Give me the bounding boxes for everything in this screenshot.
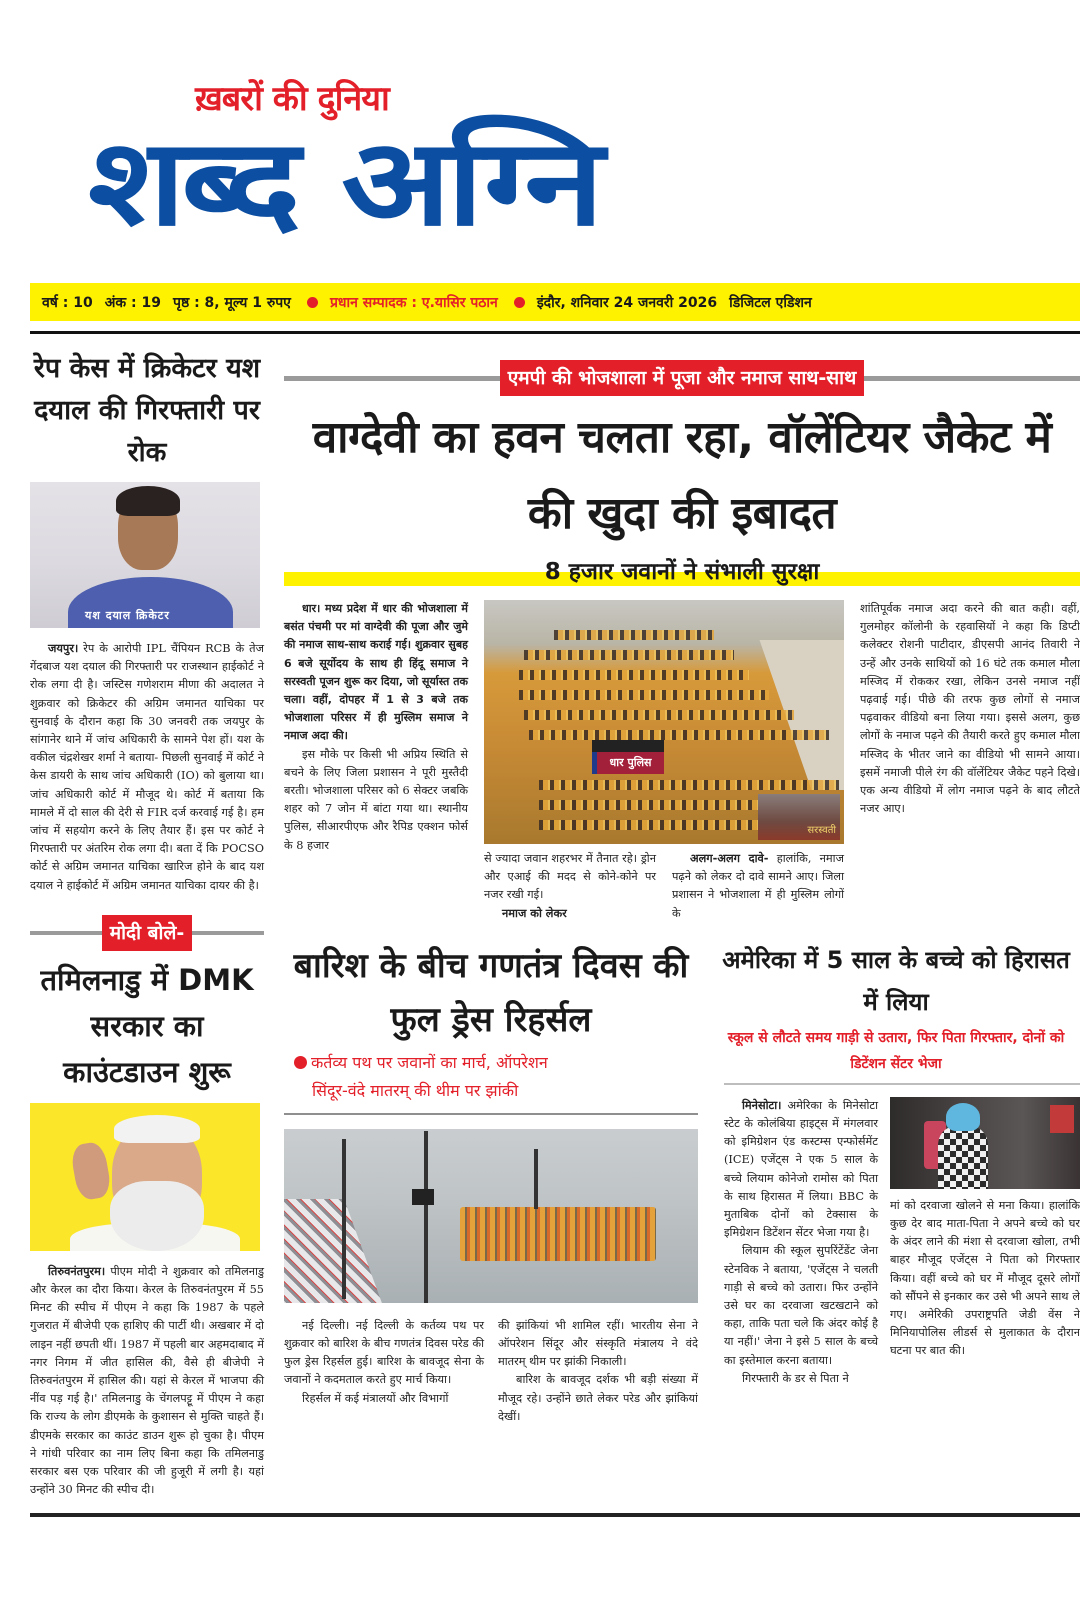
photo-caption: यश दयाल क्रिकेटर	[85, 609, 170, 622]
newspaper-title: शब्द अग्नि	[88, 114, 600, 253]
cricketer-photo	[30, 482, 260, 628]
dateline: मिनेसोटा।	[742, 1098, 782, 1112]
lead-story-body	[284, 600, 1080, 923]
story-subheadline-us: स्कूल से लौटते समय गाड़ी से उतारा, फिर पिता गिरफ्तार, दोनों को डिटेंशन सेंटर भेजा	[727, 1029, 1065, 1072]
place-date: इंदौर, शनिवार 24 जनवरी 2026	[536, 294, 718, 311]
story-body-cricketer: जयपुर। रेप के आरोपी IPL चैंपियन RCB के तेज गेंदबाज यश दयाल की गिरफ्तारी पर राजस्थान हाईकोर्ट ने रोक लगा दी है। जस्टिस गणेशराम मीणा की अदालत ने शुक्रवार को क्रिकेटर की अग्रिम जमानत याचिका पर सुनवाई के दौरान कहा कि 30 जनवरी तक जयपुर के सांगानेर थाने में जांच अधिकारी के सामने पेश हों। यश के वकील चंद्रशेखर शर्मा ने बताया- पिछली सुनवाई में कोर्ट ने केस डायरी के साथ जांच अधिकारी (IO) को बुलाया था। जांच अधिकारी कोर्ट में मौजूद थे। कोर्ट में बताया कि मामले में दो साल की देरी से FIR दर्ज करवाई गई है। हम जांच में सहयोग करने के लिए तैयार हैं। इस पर कोर्ट ने गिरफ्तारी पर अंतरिम रोक लगा दी। बता दें कि POCSO कोर्ट से अग्रिम जमानत याचिका खारिज होने के बाद यश दयाल ने हाईकोर्ट में अग्रिम जमानत याचिका दायर की है।	[30, 642, 264, 892]
section-rule	[724, 1083, 1080, 1085]
chief-editor: प्रधान सम्पादक : ए.यासिर पठान	[329, 294, 498, 311]
lead-para-2: इस मौके पर किसी भी अप्रिय स्थिति से बचने के लिए जिला प्रशासन ने पूरी मुस्तैदी बरती। भोजशाला परिसर को 6 सेक्टर जबकि शहर को 7 जोन में बांटा गया था। स्थानीय पुलिस, सीआरपीएफ और रैपिड एक्शन फोर्स के 8 हजार	[284, 747, 468, 852]
parade-photo	[284, 1129, 698, 1303]
bullet-icon	[307, 297, 318, 308]
us-story	[712, 939, 1080, 1426]
story-headline-modi: तमिलनाडु में DMK सरकार का काउंटडाउन शुरू	[40, 962, 254, 1089]
lead-subheadline: 8 हजार जवानों ने संभाली सुरक्षा	[544, 559, 820, 585]
us-story-body-col-2: मां को दरवाजा खोलने से मना किया। हालांकि कुछ देर बाद माता-पिता ने अपने बच्चे को घर के अंदर लाने की मंशा से दरवाजा खोला, तभी बाहर मौजूद एजेंट्स ने पिता को गिरफ्तार किया। वहीं बच्चे को घर में मौजूद दूसरे लोगों को सौंपने से इनकार कर उसे भी अपने साथ ले गए। अमेरिकी उपराष्ट्रपति जेडी वेंस ने मिनियापोलिस लीडर्स से मुलाकात के दौरान घटना पर बात की।	[890, 1198, 1080, 1358]
lead-intro: धार। मध्य प्रदेश में धार की भोजशाला में बसंत पंचमी पर मां वाग्देवी की पूजा और जुमे की नमाज साथ-साथ कराई गई। शुक्रवार सुबह 6 बजे सूर्योदय के साथ ही हिंदू समाज ने सरस्वती पूजन शुरू कर दिया, जो सूर्यास्त तक चला। वहीं, दोपहर में 1 से 3 बजे तक भोजशाला परिसर में ही मुस्लिम समाज ने नमाज अदा की।	[284, 602, 468, 743]
dateline: तिरुवनंतपुरम।	[48, 1264, 106, 1278]
section-subhead: नमाज को लेकर	[502, 906, 567, 920]
story-subheadline-rehearsal: कर्तव्य पथ पर जवानों का मार्च, ऑपरेशन सिंदूर-वंदे मातरम् की थीम पर झांकी	[284, 1049, 698, 1105]
lead-kicker-wrap	[284, 358, 1080, 398]
lead-under-photo	[484, 850, 844, 923]
section-subhead: अलग-अलग दावे-	[690, 852, 769, 865]
lead-story-column-2: से ज्यादा जवान शहरभर में तैनात रहे। ड्रोन और एआई की मदद से कोने-कोने पर नजर रखी गई। नमाज को लेकर	[484, 850, 656, 923]
lead-headline: वाग्देवी का हवन चलता रहा, वॉलेंटियर जैकेट में की खुदा की इबादत	[312, 412, 1052, 539]
us-story-body	[712, 1097, 1080, 1388]
child-photo	[890, 1097, 1080, 1189]
story-headline-cricketer: रेप केस में क्रिकेटर यश दयाल की गिरफ्तारी पर रोक	[33, 353, 261, 468]
rehearsal-story	[284, 939, 698, 1426]
lead-story-column-3: अलग-अलग दावे- हालांकि, नमाज पढ़ने को लेकर दो दावे सामने आए। जिला प्रशासन ने भोजशाला में ही मुस्लिम लोगों के	[672, 852, 844, 920]
section-rule	[284, 1113, 698, 1115]
issue-number: अंक : 19	[104, 294, 161, 311]
lower-stories	[284, 939, 1080, 1426]
story-headline-rehearsal: बारिश के बीच गणतंत्र दिवस की फुल ड्रेस रिहर्सल	[293, 945, 689, 1040]
issue-info-bar	[30, 283, 1080, 321]
masthead	[0, 0, 1080, 283]
modi-photo	[30, 1103, 260, 1251]
issue-year: वर्ष : 10	[42, 294, 93, 311]
dateline: जयपुर।	[48, 642, 79, 655]
lead-story-column-4: शांतिपूर्वक नमाज अदा करने की बात कही। वहीं, गुलमोहर कॉलोनी के रहवासियों ने कहा कि डिप्टी कलेक्टर रोशनी पाटीदार, डीएसपी आनंद तिवारी ने उन्हें और उनके साथियों को 16 घंटे तक कमाल मौला मस्जिद में रोककर रखा, लेकिन उनसे नमाज नहीं पढ़वाई गई। पीछे की तरफ कुछ लोगों से नमाज पढ़वाकर वीडियो बना लिया गया। इससे अलग, कुछ लोगों के नमाज पढ़ने की तैयारी करते हुए कमाल मौला मस्जिद के भीतर जाने का वीडियो भी सामने आया। इसमें नमाजी पीले रंग की वॉलेंटियर जैकेट पहने दिखे। एक अन्य वीडियो में लोग नमाज पढ़ने के बाद लौटते नजर आए।	[860, 602, 1080, 816]
main-column	[284, 348, 1080, 1499]
us-story-body-col-1: मिनेसोटा। अमेरिका के मिनेसोटा स्टेट के कोलंबिया हाइट्स में मंगलवार को इमिग्रेशन एंड कस्टम्स एन्फोर्समेंट (ICE) एजेंट्स ने एक 5 साल के बच्चे लियाम कोनेजो रामोस को पिता के साथ हिरासत में लिया। BBC के मुताबिक दोनों को टेक्सास के इमिग्रेशन डिटेंशन सेंटर भेजा गया है। लियाम की स्कूल सुपरिंटेंडेंट जेना स्टेनविक ने बताया, 'एजेंट्स ने चलती गाड़ी से बच्चे को उतारा। फिर उन्होंने उसे घर का दरवाजा खटखटाने को कहा, ताकि पता चले कि अंदर कोई है या नहीं।' जेना ने इसे 5 साल के बच्चे का इस्तेमाल करना बताया। गिरफ्तारी के डर से पिता ने	[724, 1098, 878, 1385]
lead-center-column	[484, 600, 844, 923]
edition-label: डिजिटल एडिशन	[729, 294, 812, 311]
saraswati-banner: सरस्वती	[758, 794, 840, 840]
us-story-right	[890, 1097, 1080, 1388]
police-sign: धार पुलिस	[592, 752, 664, 774]
pages-price: पृष्ठ : 8, मूल्य 1 रुपए	[173, 294, 291, 311]
left-column	[30, 348, 264, 1499]
bottom-divider	[30, 1513, 1080, 1517]
story-kicker-modi: मोदी बोले-	[102, 915, 192, 951]
rehearsal-body-col-1: नई दिल्ली। नई दिल्ली के कर्तव्य पथ पर शुक्रवार को बारिश के बीच गणतंत्र दिवस परेड की फुल ड्रेस रिहर्सल हुई। बारिश के बावजूद सेना के जवानों ने कदमताल करते हुए मार्च किया। रिहर्सल में कई मंत्रालयों और विभागों	[284, 1318, 484, 1405]
story-headline-us: अमेरिका में 5 साल के बच्चे को हिरासत में लिया	[722, 945, 1070, 1016]
page-grid	[30, 334, 1080, 1499]
rehearsal-body	[284, 1317, 698, 1426]
bullet-icon	[514, 297, 525, 308]
kicker-modi-wrap	[30, 913, 264, 953]
bullet-icon	[294, 1056, 307, 1069]
masthead-tagline: ख़बरों की दुनिया	[195, 79, 389, 119]
lead-story-kicker: एमपी की भोजशाला में पूजा और नमाज साथ-साथ	[500, 360, 864, 396]
lead-subheadline-wrap	[284, 554, 1080, 590]
rehearsal-body-col-2: की झांकियां भी शामिल रहीं। भारतीय सेना ने ऑपरेशन सिंदूर और संस्कृति मंत्रालय ने वंदे मातरम् थीम पर झांकी निकाली। बारिश के बावजूद दर्शक भी बड़ी संख्या में मौजूद रहे। उन्होंने छाते लेकर परेड और झांकियां देखीं।	[498, 1318, 698, 1423]
bhojshala-crowd-photo	[484, 600, 844, 844]
lead-story-column-1	[284, 600, 468, 923]
story-body-modi: तिरुवनंतपुरम। पीएम मोदी ने शुक्रवार को तमिलनाडु और केरल का दौरा किया। केरल के तिरुवनंतपुरम में 55 मिनट की स्पीच में पीएम ने कहा कि 1987 के पहले गुजरात में बीजेपी एक हाशिए की पार्टी थी। अखबार में दो लाइन नहीं छपती थीं। 1987 में पहली बार अहमदाबाद में नगर निगम में जीत हासिल की, वैसे ही बीजेपी ने तिरुवनंतपुरम में हासिल की। यहां से केरल में भाजपा की नींव पड़ गई है।' तमिलनाडु के चेंगलपट्टू में पीएम ने कहा कि राज्य के लोग डीएमके के कुशासन से मुक्ति चाहते हैं। डीएमके सरकार का काउंट डाउन शुरू हो चुका है। पीएम ने गांधी परिवार का नाम लिए बिना कहा कि तमिलनाडु सरकार बस एक परिवार की जी हुजूरी में लगी है। यहां उन्होंने 30 मिनट की स्पीच दी।	[30, 1264, 265, 1497]
